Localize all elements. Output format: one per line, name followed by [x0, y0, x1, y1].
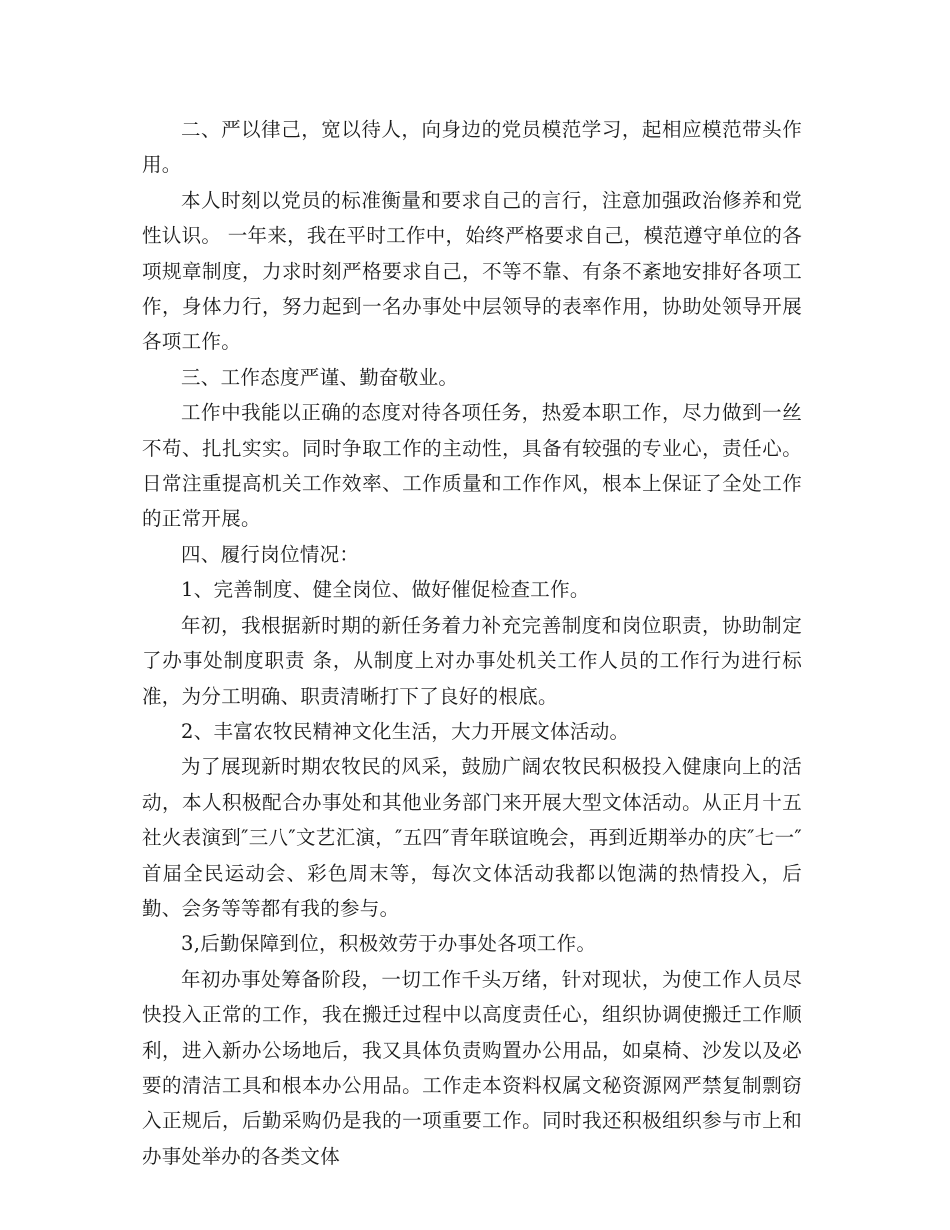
- paragraph-cultural-activities: 为了展现新时期农牧民的风采，鼓励广阔农牧民积极投入健康向上的活动，本人积极配合办事处和其他业务部门来开展大型文体活动。从正月十五社火表演到″三八″文艺汇演，″五四″青年联谊晚会，再到近期举办的庆″七一″首届全民运动会、彩色周末等，每次文体活动我都以饱满的热情投入，后勤、会务等等都有我的参与。: [142, 755, 802, 920]
- subheading-item-1: 1、完善制度、健全岗位、做好催促检查工作。: [181, 578, 590, 602]
- paragraph-work-attitude: 工作中我能以正确的态度对待各项任务，热爱本职工作，尽力做到一丝不苟、扎扎实实。同时争取工作的主动性，具备有较强的专业心，责任心。日常注重提高机关工作效率、工作质量和工作作风，根本上保证了全处工作的正常开展。: [142, 401, 802, 531]
- heading-section-3: 三、工作态度严谨、勤奋敬业。: [181, 365, 459, 389]
- paragraph-logistics: 年初办事处筹备阶段，一切工作千头万绪，针对现状，为使工作人员尽快投入正常的工作，我在搬迁过程中以高度责任心，组织协调使搬迁工作顺利，进入新办公场地后，我又具体负责购置办公用品，如桌椅、沙发以及必要的清洁工具和根本办公用品。工作走本资料权属文秘资源网严禁复制剽窃入正规后，后勤采购仍是我的一项重要工作。同时我还积极组织参与市上和办事处举办的各类文体: [142, 967, 802, 1168]
- heading-section-2: 二、严以律己，宽以待人，向身边的党员模范学习，起相应模范带头作用。: [142, 118, 802, 177]
- paragraph-system-improvement: 年初，我根据新时期的新任务着力补充完善制度和岗位职责，协助制定了办事处制度职责 条，从制度上对办事处机关工作人员的工作行为进行标准，为分工明确、职责清晰打下了良好的根底。: [142, 613, 802, 708]
- subheading-item-3: 3,后勤保障到位，积极效劳于办事处各项工作。: [181, 932, 597, 956]
- document-body: [142, 112, 802, 1174]
- subheading-item-2: 2、丰富农牧民精神文化生活，大力开展文体活动。: [181, 719, 630, 743]
- heading-section-4: 四、履行岗位情况：: [181, 542, 360, 566]
- paragraph-party-standards: 本人时刻以党员的标准衡量和要求自己的言行，注意加强政治修养和党性认识。 一年来，我在平时工作中，始终严格要求自己，模范遵守单位的各项规章制度，力求时刻严格要求自己，不等不靠、有条不紊地安排好各项工作，身体力行，努力起到一名办事处中层领导的表率作用，协助处领导开展各项工作。: [142, 188, 802, 354]
